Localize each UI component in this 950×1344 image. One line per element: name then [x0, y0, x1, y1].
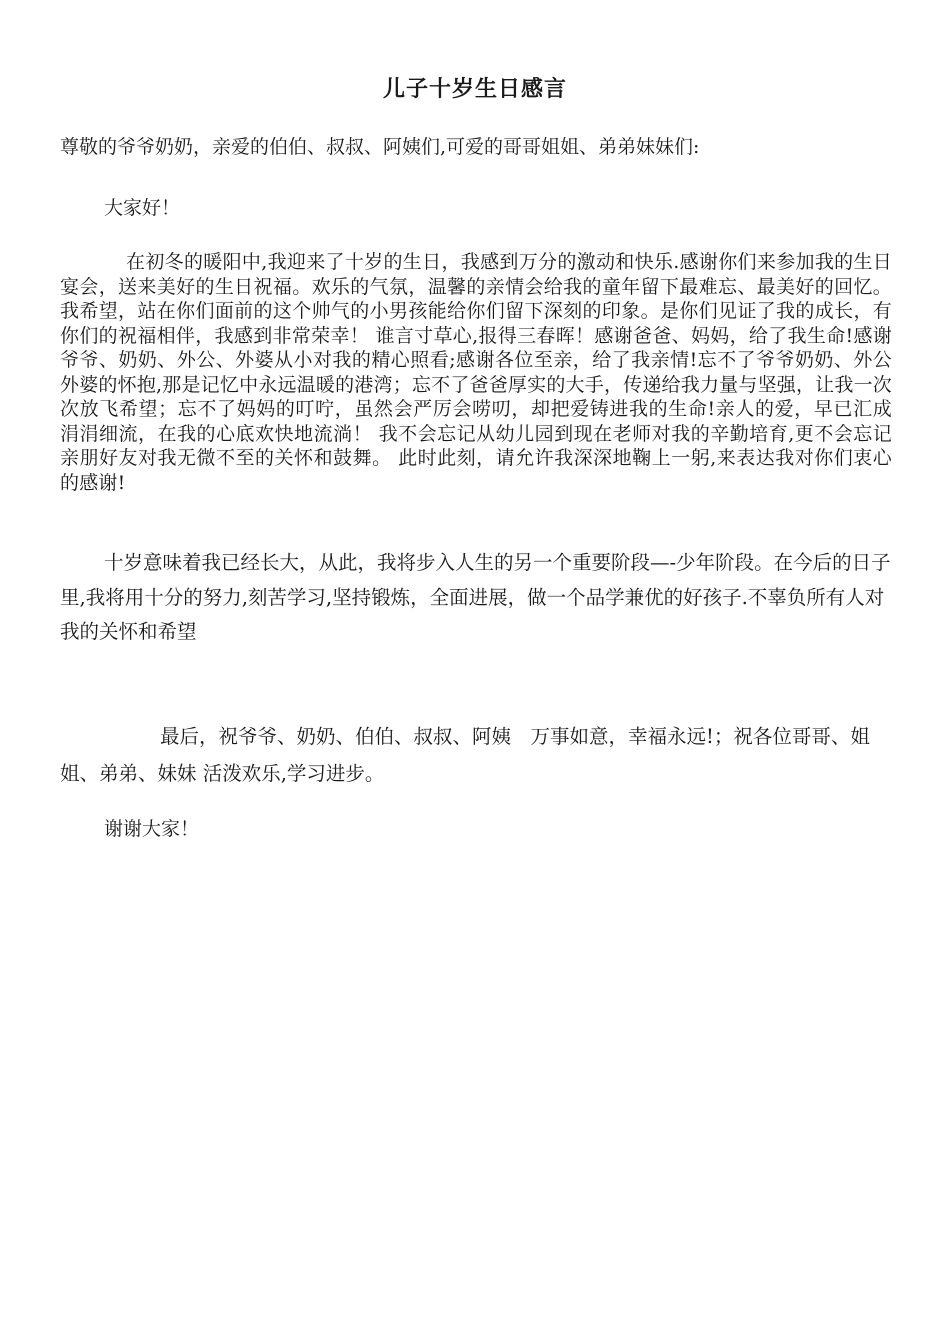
body-paragraph-2: 十岁意味着我已经长大，从此，我将步入人生的另一个重要阶段—-少年阶段。在今后的日子里,我将用十分的努力,刻苦学习,坚持锻炼，全面进展，做一个品学兼优的好孩子.不辜负所有人对我的关怀和希望	[60, 551, 891, 643]
closing-thanks: 谢谢大家！	[104, 818, 200, 840]
body-paragraph-1: 在初冬的暖阳中,我迎来了十岁的生日，我感到万分的激动和快乐.感谢你们来参加我的生日宴会，送来美好的生日祝福。欢乐的气氛，温馨的亲情会给我的童年留下最难忘、最美好的回忆。我希望，站在你们面前的这个帅气的小男孩能给你们留下深刻的印象。是你们见证了我的成长，有你们的祝福相伴，我感到非常荣幸！ 谁言寸草心,报得三春晖！感谢爸爸、妈妈，给了我生命!感谢爷爷、奶奶、外公、外婆从小对我的精心照看;感谢各位至亲，给了我亲情!忘不了爷爷奶奶、外公外婆的怀抱,那是记忆中永远温暖的港湾；忘不了爸爸厚实的大手，传递给我力量与坚强，让我一次次放飞希望；忘不了妈妈的叮咛，虽然会严厉会唠叨，却把爱铸进我的生命!亲人的爱，早已汇成涓涓细流，在我的心底欢快地流淌！ 我不会忘记从幼儿园到现在老师对我的辛勤培育,更不会忘记亲朋好友对我无微不至的关怀和鼓舞。 此时此刻，请允许我深深地鞠上一躬,来表达我对你们衷心的感谢!	[60, 251, 892, 494]
hello-line: 大家好！	[104, 197, 181, 219]
document-title: 儿子十岁生日感言	[382, 77, 567, 102]
body-paragraph-3: 最后，祝爷爷、奶奶、伯伯、叔叔、阿姨 万事如意，幸福永远!；祝各位哥哥、姐姐、弟弟、妹妹 活泼欢乐,学习进步。	[60, 725, 870, 785]
greeting-line: 尊敬的爷爷奶奶，亲爱的伯伯、叔叔、阿姨们,可爱的哥哥姐姐、弟弟妹妹们:	[60, 136, 700, 158]
